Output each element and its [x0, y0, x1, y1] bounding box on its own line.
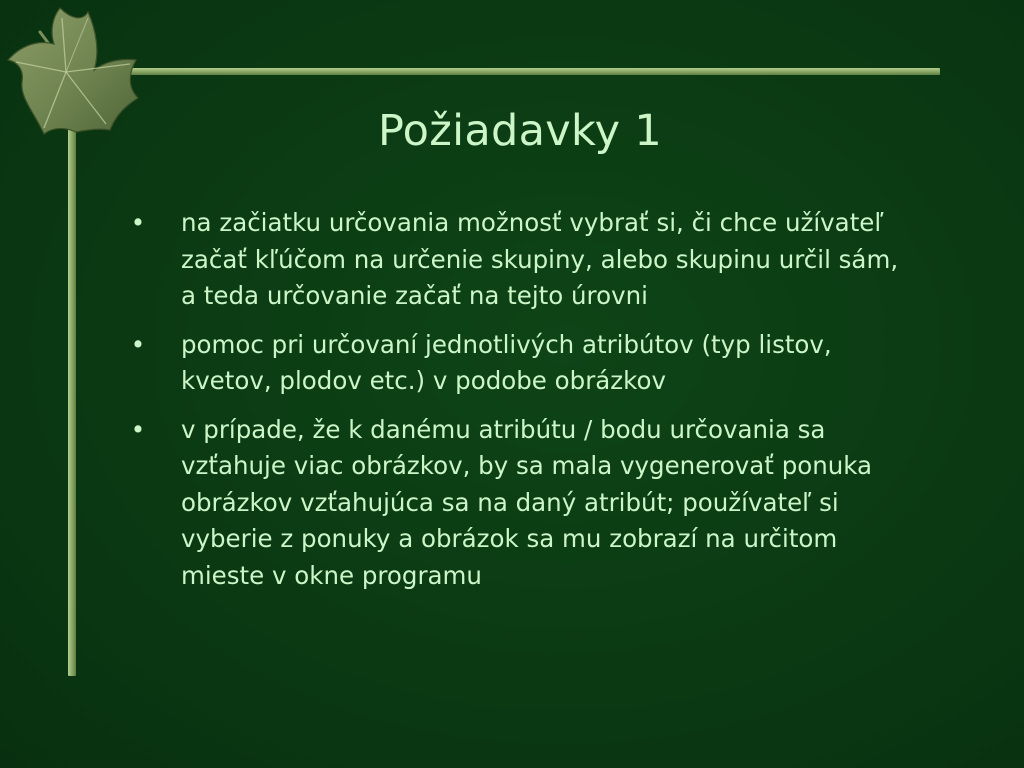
bullet-icon: • — [130, 329, 146, 359]
bullet-list — [128, 205, 918, 606]
bullet-text: pomoc pri určovaní jednotlivých atribútov (typ listov, kvetov, plodov etc.) v podobe obrázkov — [181, 329, 832, 395]
bullet-text: v prípade, že k danému atribútu / bodu určovania sa vzťahuje viac obrázkov, by sa mala vygenerovať ponuka obrázkov vzťahujúca sa na daný atribút; používateľ si vyberie z ponuky a obrázok sa mu zobrazí na určitom mieste v okne programu — [181, 414, 873, 590]
list-item — [128, 205, 918, 315]
top-rule — [128, 68, 940, 75]
list-item — [128, 412, 918, 595]
bullet-icon: • — [130, 208, 146, 237]
bullet-icon: • — [130, 414, 146, 444]
slide-title: Požiadavky 1 — [377, 106, 663, 156]
bullet-text: na začiatku určovania možnosť vybrať si, či chce užívateľ začať kľúčom na určenie skupiny, alebo skupinu určil sám, a teda určovanie začať na tejto úrovni — [181, 208, 899, 310]
left-rule — [68, 128, 76, 676]
ivy-leaf-icon — [0, 0, 150, 150]
list-item — [128, 327, 918, 400]
